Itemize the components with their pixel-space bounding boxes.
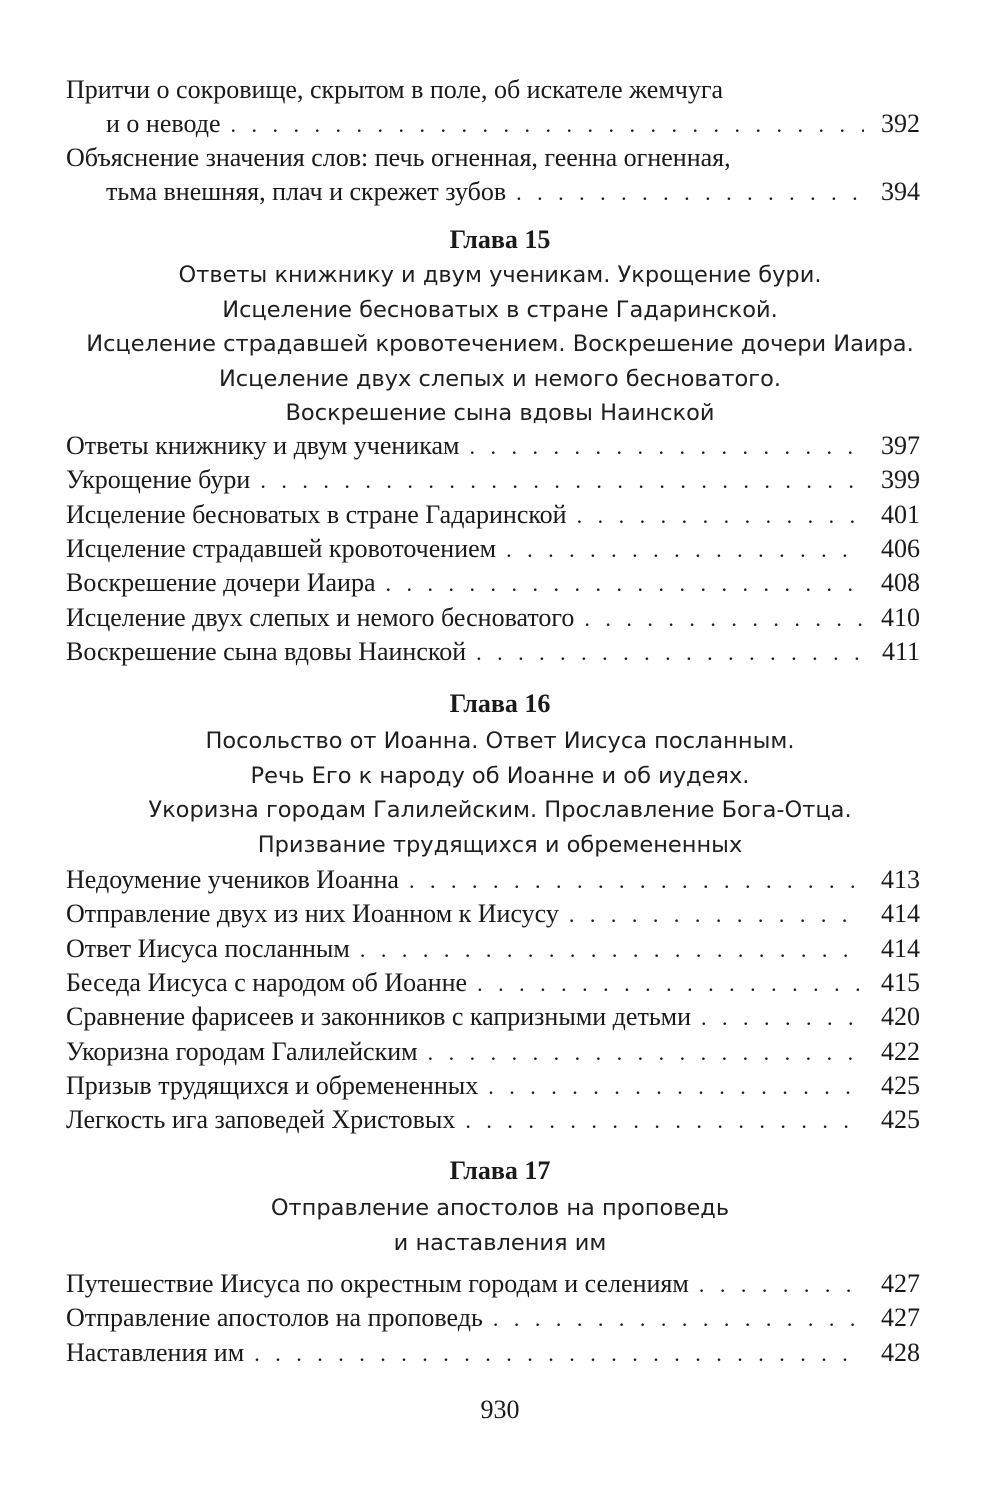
toc-entry — [66, 532, 920, 566]
toc-entry — [66, 429, 920, 463]
toc-entry-title: Легкость ига заповедей Христовых — [66, 1105, 456, 1134]
summary-line: Посольство от Иоанна. Ответ Иисуса посланным. — [205, 728, 795, 754]
toc-entry-page: 425 — [881, 1071, 920, 1100]
dot-leader — [465, 1104, 864, 1138]
toc-entry — [66, 601, 920, 635]
toc-entry-page: 427 — [881, 1303, 920, 1332]
toc-entry-page: 394 — [881, 177, 920, 206]
toc-entry-title: Беседа Иисуса с народом об Иоанне — [66, 968, 468, 997]
toc-entry-title: Исцеление бесноватых в стране Гадаринской — [66, 500, 567, 529]
chapter-heading: Глава 16 — [449, 689, 551, 718]
dot-leader — [360, 933, 864, 967]
summary-line: и наставления им — [393, 1229, 607, 1256]
toc-entry-title: Ответ Иисуса посланным — [66, 934, 350, 963]
chapter-summary — [40, 1191, 960, 1260]
toc-entry-title: Укоризна городам Галилейским — [66, 1037, 418, 1066]
dot-leader — [428, 1036, 864, 1070]
dot-leader — [584, 602, 864, 636]
toc-entry — [66, 73, 920, 141]
toc-entry-page: 408 — [881, 568, 920, 597]
toc-entry-page: 410 — [881, 603, 920, 632]
summary-line: Воскрешение сына вдовы Наинской — [285, 400, 715, 426]
toc-entry-page: 401 — [881, 500, 920, 529]
summary-line: Исцеление бесноватых в стране Гадаринской. — [222, 296, 778, 323]
dot-leader — [516, 176, 864, 210]
toc-entry-title-line1: Объяснение значения слов: печь огненная, геенна огненная, — [66, 143, 731, 172]
toc-entry — [66, 498, 920, 532]
page-number: 930 — [480, 1395, 520, 1424]
dot-leader — [577, 499, 864, 533]
toc-entry-page: 428 — [881, 1338, 920, 1367]
toc-entry-title: Исцеление страдавшей кровоточением — [66, 534, 497, 563]
dot-leader — [409, 864, 864, 898]
toc-entry-page: 397 — [881, 431, 920, 460]
toc-entry — [66, 932, 920, 966]
toc-entry-page: 425 — [881, 1105, 920, 1134]
toc-entry-title-line2: тьма внешняя, плач и скрежет зубов — [106, 177, 507, 206]
dot-leader — [254, 1337, 864, 1371]
toc-entry-title: Сравнение фарисеев и законников с капризными детьми — [66, 1002, 692, 1031]
toc-entry — [66, 1103, 920, 1137]
summary-line: Призвание трудящихся и обремененных — [257, 831, 743, 858]
chapter-heading: Глава 17 — [449, 1156, 551, 1185]
summary-line: Исцеление страдавшей кровотечением. Воскрешение дочери Иаира. — [86, 331, 914, 357]
toc-entry — [66, 1069, 920, 1103]
toc-entry-page: 406 — [881, 534, 920, 563]
toc-entry-title-line2: и о неводе — [106, 109, 221, 138]
toc-entry-page: 414 — [881, 899, 920, 928]
dot-leader — [701, 1001, 864, 1035]
dot-leader — [231, 108, 865, 142]
toc-entry-title: Призыв трудящихся и обремененных — [66, 1071, 479, 1100]
toc-entry-page: 399 — [881, 465, 920, 494]
toc-entry-title: Ответы книжнику и двум ученикам — [66, 431, 460, 460]
dot-leader — [260, 464, 864, 498]
dot-leader — [493, 1302, 864, 1336]
toc-entry-page: 411 — [881, 637, 920, 666]
toc-entry-title-line1: Притчи о сокровище, скрытом в поле, об искателе жемчуга — [66, 75, 724, 104]
toc-entry — [66, 1035, 920, 1069]
toc-entry-page: 427 — [881, 1269, 920, 1298]
toc-entry-title: Путешествие Иисуса по окрестным городам и селениям — [66, 1269, 689, 1298]
toc-entry-title: Исцеление двух слепых и немого бесноватого — [66, 603, 575, 632]
summary-line: Ответы книжнику и двум ученикам. Укрощение бури. — [178, 262, 822, 288]
toc-entry — [66, 1267, 920, 1301]
dot-leader — [477, 967, 864, 1001]
toc-entry-page: 420 — [881, 1002, 920, 1031]
dot-leader — [506, 533, 864, 567]
dot-leader — [476, 636, 864, 670]
toc-entry-title: Наставления им — [66, 1338, 245, 1367]
toc-entry-title: Отправление двух из них Иоанном к Иисусу — [66, 899, 559, 928]
toc-entry — [66, 566, 920, 600]
toc-entry — [66, 1000, 920, 1034]
toc-entry — [66, 1301, 920, 1335]
dot-leader — [469, 430, 864, 464]
dot-leader — [699, 1268, 864, 1302]
toc-entry-title: Отправление апостолов на проповедь — [66, 1303, 483, 1332]
toc-entry — [66, 966, 920, 1000]
summary-line: Исцеление двух слепых и немого бесноватого. — [218, 365, 782, 392]
toc-entry — [66, 635, 920, 669]
dot-leader — [386, 567, 865, 601]
toc-entry-title: Укрощение бури — [66, 465, 251, 494]
summary-line: Укоризна городам Галилейским. Прославление Бога-Отца. — [148, 797, 852, 823]
toc-entry — [66, 141, 920, 209]
dot-leader — [569, 898, 864, 932]
chapter-summary — [40, 724, 960, 862]
chapter-summary — [40, 258, 960, 431]
dot-leader — [488, 1070, 864, 1104]
toc-entry-page: 414 — [881, 934, 920, 963]
toc-entry-title: Недоумение учеников Иоанна — [66, 865, 399, 894]
toc-entry — [66, 1336, 920, 1370]
toc-entry-page: 415 — [881, 968, 920, 997]
summary-line: Отправление апостолов на проповедь — [270, 1195, 730, 1221]
chapter-heading: Глава 15 — [449, 225, 551, 254]
toc-entry-page: 392 — [881, 109, 920, 138]
toc-entry-page: 413 — [881, 865, 920, 894]
toc-entry-title: Воскрешение сына вдовы Наинской — [66, 637, 467, 666]
toc-entry-title: Воскрешение дочери Иаира — [66, 568, 376, 597]
toc-entry — [66, 897, 920, 931]
toc-entry — [66, 863, 920, 897]
toc-entry-page: 422 — [881, 1037, 920, 1066]
summary-line: Речь Его к народу об Иоанне и об иудеях. — [250, 762, 750, 789]
toc-entry — [66, 463, 920, 497]
